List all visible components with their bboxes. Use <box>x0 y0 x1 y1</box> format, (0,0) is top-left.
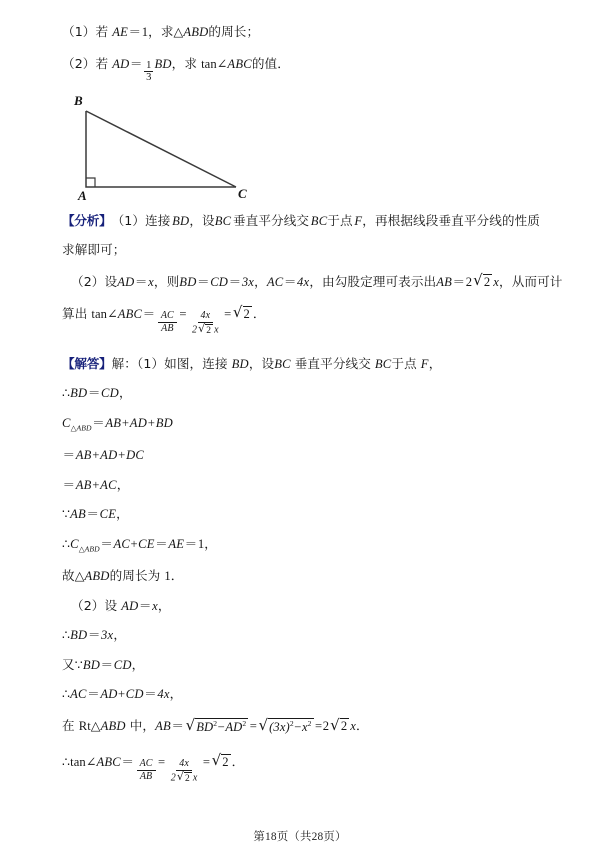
therefore-symbol: ∴ <box>62 628 71 643</box>
solution-l13-ab: AB <box>155 719 171 734</box>
analysis-l3-xx: x <box>493 274 500 289</box>
solution-l1-b: ，设 <box>248 355 275 371</box>
analysis-l1-e: ，再根据线段垂直平分线的性质 <box>362 212 540 228</box>
solution-l7-plus: + <box>130 536 138 551</box>
solution-line-8 <box>62 570 540 583</box>
solution-l13-eq1: ＝ <box>171 719 185 734</box>
fraction-denominator: 3 <box>146 71 152 83</box>
radical-sign: √ <box>258 715 269 734</box>
analysis-l3-eq1: ＝ <box>134 274 148 289</box>
sqrt-3x2-minus-x2 <box>258 715 313 735</box>
vertex-label-B: B <box>74 92 83 108</box>
analysis-l1-c: 垂直平分线交 <box>232 212 310 228</box>
solution-line-14 <box>62 751 540 784</box>
rad-3x-exp: 2 <box>289 719 294 729</box>
solution-l7-one: 1 <box>197 536 205 551</box>
footer-total-pages: 28 <box>311 831 324 843</box>
vertex-label-C: C <box>238 185 247 201</box>
solution-l8-a: 故△ <box>62 568 85 584</box>
solution-l7-end: ， <box>204 535 217 551</box>
solution-l2-cd: CD <box>101 386 119 401</box>
analysis-l3-4x: 4x <box>297 274 310 289</box>
question-1-target: ABD <box>183 25 209 39</box>
solution-l8-one: 1 <box>164 569 171 584</box>
solution-l1-d: 于点 <box>391 355 417 371</box>
analysis-l1-bc1: BC <box>214 213 232 228</box>
solution-l12-eq1: ＝ <box>87 687 100 702</box>
rad-ad: AD <box>225 720 243 735</box>
solution-l1-e: ， <box>428 355 442 371</box>
solution-l8-abd: ABD <box>84 569 110 584</box>
fraction-numerator: 4x <box>198 311 214 323</box>
analysis-l3-eq5: ＝ <box>452 274 466 289</box>
solution-line-11 <box>62 656 540 672</box>
radical-sign: √ <box>232 303 243 322</box>
radicand <box>268 718 313 734</box>
radical-sign: √ <box>211 751 222 770</box>
solution-l14-eq2: = <box>158 754 166 769</box>
solution-l12-end: ， <box>169 686 183 702</box>
solution-l9-x: x <box>152 598 158 613</box>
question-2-target: ABC <box>227 56 252 71</box>
radicand: 2 <box>340 719 348 734</box>
angle-symbol: ∠ <box>216 56 228 71</box>
solution-l12-eq2: ＝ <box>144 687 157 702</box>
solution-l9-a: （2）设 <box>71 597 118 613</box>
solution-l2-bd: BD <box>70 386 88 401</box>
solution-l7-eq2: ＝ <box>155 536 168 551</box>
solution-l10-3x: 3x <box>101 628 114 643</box>
analysis-l3-c: ， <box>254 273 267 289</box>
solution-line-2 <box>62 387 540 400</box>
analysis-l4-eq1: ＝ <box>142 306 156 321</box>
solution-l3-eq: ＝ <box>92 416 105 431</box>
analysis-l4-abc: ABC <box>117 306 143 321</box>
radicand: 2 <box>206 325 212 336</box>
solution-l14-tan: tan <box>70 754 86 769</box>
perimeter-symbol <box>62 417 92 432</box>
rad-3x: (3x) <box>269 720 290 735</box>
solution-l1-c: 垂直平分线交 <box>294 355 371 371</box>
analysis-l1-d: 于点 <box>327 212 353 228</box>
sqrt-bd2-minus-ad2 <box>185 715 249 735</box>
solution-l11-a: 又 <box>62 656 75 672</box>
solution-l8-b: 的周长为 <box>109 568 161 584</box>
radical-sign: √ <box>185 715 196 734</box>
solution-line-5 <box>62 476 540 492</box>
triangle-svg <box>68 92 308 207</box>
tan-function: tan <box>201 56 217 71</box>
analysis-l3-cd: CD <box>210 274 229 289</box>
solution-line-3 <box>62 417 540 432</box>
analysis-line-1 <box>62 212 540 228</box>
solution-l13-x: x <box>350 719 357 734</box>
rad-minus: − <box>217 720 225 735</box>
solution-tag: 【解答】 <box>62 355 112 371</box>
analysis-line-2 <box>62 244 540 257</box>
solution-l13-eq3: = <box>315 719 323 734</box>
footer-mid: 页（共 <box>276 829 312 843</box>
solution-l12-4x: 4x <box>157 687 170 702</box>
radicand: 2 <box>184 773 190 784</box>
question-2 <box>62 55 540 83</box>
solution-l11-eq: ＝ <box>100 657 114 672</box>
fraction-one-third <box>144 60 153 83</box>
question-2-lead: 若 <box>95 55 109 71</box>
therefore-symbol: ∴ <box>62 536 71 551</box>
question-1-expr-a: AE <box>112 25 128 39</box>
solution-l13-rt: Rt△ <box>78 719 101 734</box>
question-2-marker: （2） <box>62 55 96 71</box>
analysis-l3-bd: BD <box>179 274 197 289</box>
question-1-marker: （1） <box>62 24 96 39</box>
analysis-l1-a: （1）连接 <box>111 212 171 228</box>
fraction-numerator: 4x <box>176 759 192 771</box>
solution-l7-eq3: ＝ <box>184 536 198 551</box>
question-2-expr-a: AD <box>112 56 130 71</box>
radicand <box>195 718 248 734</box>
solution-l10-bd: BD <box>70 628 88 643</box>
rad-bd-exp: 2 <box>213 719 218 729</box>
fraction-numerator: 1 <box>146 59 152 71</box>
question-1-comma: ， <box>148 24 161 39</box>
solution-l1-bc1: BC <box>274 356 291 371</box>
solution-l1-a: 解：（1）如图，连接 <box>111 355 228 371</box>
radicand: 2 <box>222 754 229 769</box>
solution-line-6 <box>62 508 540 521</box>
fraction-denominator <box>168 771 201 784</box>
den-var: x <box>192 772 198 784</box>
den-var: x <box>214 324 219 336</box>
analysis-l3-ad: AD <box>117 274 135 289</box>
solution-l4-eq: ＝ <box>62 448 76 463</box>
analysis-line-3 <box>62 271 563 290</box>
triangle-hypotenuse <box>86 111 236 187</box>
analysis-l4-angle: ∠ <box>107 306 118 321</box>
question-1-eq: ＝ <box>128 25 142 39</box>
angle-symbol: ∠ <box>85 754 97 769</box>
analysis-tag: 【分析】 <box>62 212 112 228</box>
radical-sign: √ <box>473 271 483 290</box>
question-1-lead: 若 <box>95 24 109 39</box>
solution-l9-ad: AD <box>121 598 139 613</box>
solution-l4-rhs: AB+AD+DC <box>75 448 144 463</box>
analysis-l3-eq3: ＝ <box>228 274 242 289</box>
solution-l6-ce: CE <box>99 507 117 522</box>
solution-l14-eq1: ＝ <box>121 754 135 769</box>
rad-x-exp: 2 <box>307 719 312 729</box>
analysis-line-4 <box>62 303 540 336</box>
question-1-tail: 的周长； <box>208 24 260 39</box>
sqrt-2-result <box>232 303 252 322</box>
analysis-l1-f: F <box>354 213 363 228</box>
radical-sign: √ <box>176 770 184 784</box>
fraction-4x-over-2sqrt2x <box>189 311 222 336</box>
solution-l5-rhs: AB+AC <box>75 477 117 492</box>
question-2-ask: 求 <box>184 55 198 71</box>
analysis-l3-eq4: ＝ <box>283 274 297 289</box>
perimeter-C: C <box>62 416 71 431</box>
because-symbol: ∵ <box>74 657 83 672</box>
analysis-l3-b: ，则 <box>153 273 180 289</box>
fraction-ac-over-ab <box>158 311 177 335</box>
analysis-l1-b: ，设 <box>189 212 215 228</box>
solution-l13-abd: ABD <box>100 719 126 734</box>
vertex-label-A: A <box>78 187 87 203</box>
solution-l6-end: ， <box>116 506 129 522</box>
analysis-l4-tan: tan <box>91 306 108 321</box>
solution-l9-end: ， <box>157 597 171 613</box>
therefore-symbol: ∴ <box>62 687 71 702</box>
fraction-ac-over-ab <box>137 759 156 783</box>
page-footer <box>0 828 600 844</box>
question-1-value: 1 <box>141 25 149 39</box>
footer-page-number: 18 <box>265 831 277 843</box>
right-angle-marker <box>86 178 95 187</box>
solution-l2-eq: ＝ <box>87 386 101 401</box>
solution-l5-end: ， <box>116 476 130 492</box>
page-content <box>62 24 563 784</box>
triangle-figure <box>68 92 308 207</box>
solution-l14-abc: ABC <box>96 754 121 769</box>
analysis-l3-coef: 2 <box>465 274 473 289</box>
fraction-numerator: AC <box>158 311 177 323</box>
solution-l6-ab: AB <box>70 507 86 522</box>
therefore-symbol: ∴ <box>62 386 71 401</box>
analysis-l4-eq3: = <box>224 306 232 321</box>
analysis-l3-3x: 3x <box>241 274 255 289</box>
solution-line-10 <box>62 629 540 642</box>
solution-l3-rhs: AB+AD+BD <box>105 416 173 431</box>
solution-line-12 <box>62 688 540 701</box>
rad-ad-exp: 2 <box>242 719 247 729</box>
solution-line-13 <box>62 715 540 735</box>
fraction-4x-over-2sqrt2x <box>168 759 201 784</box>
sqrt-2-den <box>198 324 213 336</box>
analysis-l4-eq2: = <box>179 306 187 321</box>
analysis-l2: 求解即可； <box>62 242 126 258</box>
question-1 <box>62 26 540 39</box>
analysis-l3-ab: AB <box>436 274 453 289</box>
footer-suffix: 页） <box>323 829 347 843</box>
perimeter-symbol <box>70 538 100 553</box>
analysis-l4-a: 算出 <box>62 305 88 321</box>
sqrt-2-final <box>211 751 231 770</box>
solution-l1-f: F <box>420 356 429 371</box>
solution-line-4 <box>62 449 540 462</box>
analysis-l4-end: ． <box>252 305 266 321</box>
solution-l12-cd: CD <box>125 687 144 702</box>
solution-line-1 <box>62 355 540 371</box>
perimeter-C: C <box>70 536 79 551</box>
den-coef: 2 <box>170 772 176 784</box>
solution-l11-bd: BD <box>82 657 101 672</box>
analysis-l3-ac: AC <box>266 274 284 289</box>
solution-l7-ac: AC <box>113 536 130 551</box>
question-2-tail: 的值． <box>251 55 290 71</box>
analysis-l3-a: （2）设 <box>71 273 118 289</box>
fraction-denominator: AB <box>139 770 153 782</box>
solution-line-9 <box>62 597 540 613</box>
fraction-numerator: AC <box>137 759 156 771</box>
solution-l13-end: ． <box>356 718 369 734</box>
radicand: 2 <box>243 306 250 321</box>
question-2-comma: ， <box>171 55 185 71</box>
solution-l10-eq: ＝ <box>87 628 101 643</box>
because-symbol: ∵ <box>62 507 71 522</box>
solution-l2-end: ， <box>118 385 132 401</box>
solution-l13-eq2: = <box>249 719 257 734</box>
solution-l10-end: ， <box>113 627 127 643</box>
solution-line-7 <box>62 535 540 554</box>
therefore-symbol: ∴ <box>62 754 71 769</box>
solution-l7-ae: AE <box>168 536 185 551</box>
analysis-l1-bc2: BC <box>310 213 328 228</box>
solution-l12-plus: + <box>118 687 126 702</box>
rad-minus: − <box>294 720 302 735</box>
solution-l7-eq1: ＝ <box>100 536 113 551</box>
perimeter-subscript: △ABD <box>78 544 100 554</box>
fraction-denominator <box>189 323 222 336</box>
question-2-eq: ＝ <box>129 56 143 71</box>
analysis-l3-d: ，由勾股定理可表示出 <box>309 273 437 289</box>
den-coef: 2 <box>192 324 198 336</box>
fraction-denominator: AB <box>161 322 174 334</box>
solution-l11-cd: CD <box>113 657 132 672</box>
radical-sign: √ <box>198 322 206 336</box>
solution-l14-eq3: = <box>202 754 211 769</box>
rad-x: x <box>301 720 308 735</box>
solution-l5-eq: ＝ <box>62 477 76 492</box>
solution-l13-b: 中， <box>129 718 156 734</box>
sqrt-2-result <box>330 715 349 734</box>
solution-l7-ce: CE <box>138 536 155 551</box>
solution-l12-ac: AC <box>70 687 87 702</box>
solution-l13-coef: 2 <box>322 719 330 734</box>
solution-l1-bc2: BC <box>374 356 392 371</box>
solution-l14-end: ． <box>231 753 245 769</box>
question-2-expr-b: BD <box>154 56 172 71</box>
solution-l11-end: ， <box>131 656 145 672</box>
footer-prefix: 第 <box>253 829 266 843</box>
radical-sign: √ <box>330 715 340 734</box>
sqrt-2-analysis <box>473 271 492 290</box>
rad-bd: BD <box>196 720 214 735</box>
solution-l13-a: 在 <box>62 718 75 734</box>
solution-l9-eq: ＝ <box>138 598 152 613</box>
triangle-symbol: △ <box>173 25 184 39</box>
solution-l12-ad: AD <box>100 687 118 702</box>
perimeter-subscript: △ABD <box>70 423 92 433</box>
analysis-l1-bd: BD <box>172 213 190 228</box>
solution-l1-bd: BD <box>231 356 249 371</box>
analysis-l3-eq2: ＝ <box>197 274 210 289</box>
analysis-l3-e: ，从而可计 <box>499 273 563 289</box>
solution-l8-end: ． <box>170 568 184 584</box>
solution-l6-eq: ＝ <box>86 507 100 522</box>
sqrt-2-den <box>177 772 192 784</box>
radicand: 2 <box>483 274 491 289</box>
question-1-ask: 求 <box>160 24 174 39</box>
analysis-l3-x: x <box>148 274 154 289</box>
